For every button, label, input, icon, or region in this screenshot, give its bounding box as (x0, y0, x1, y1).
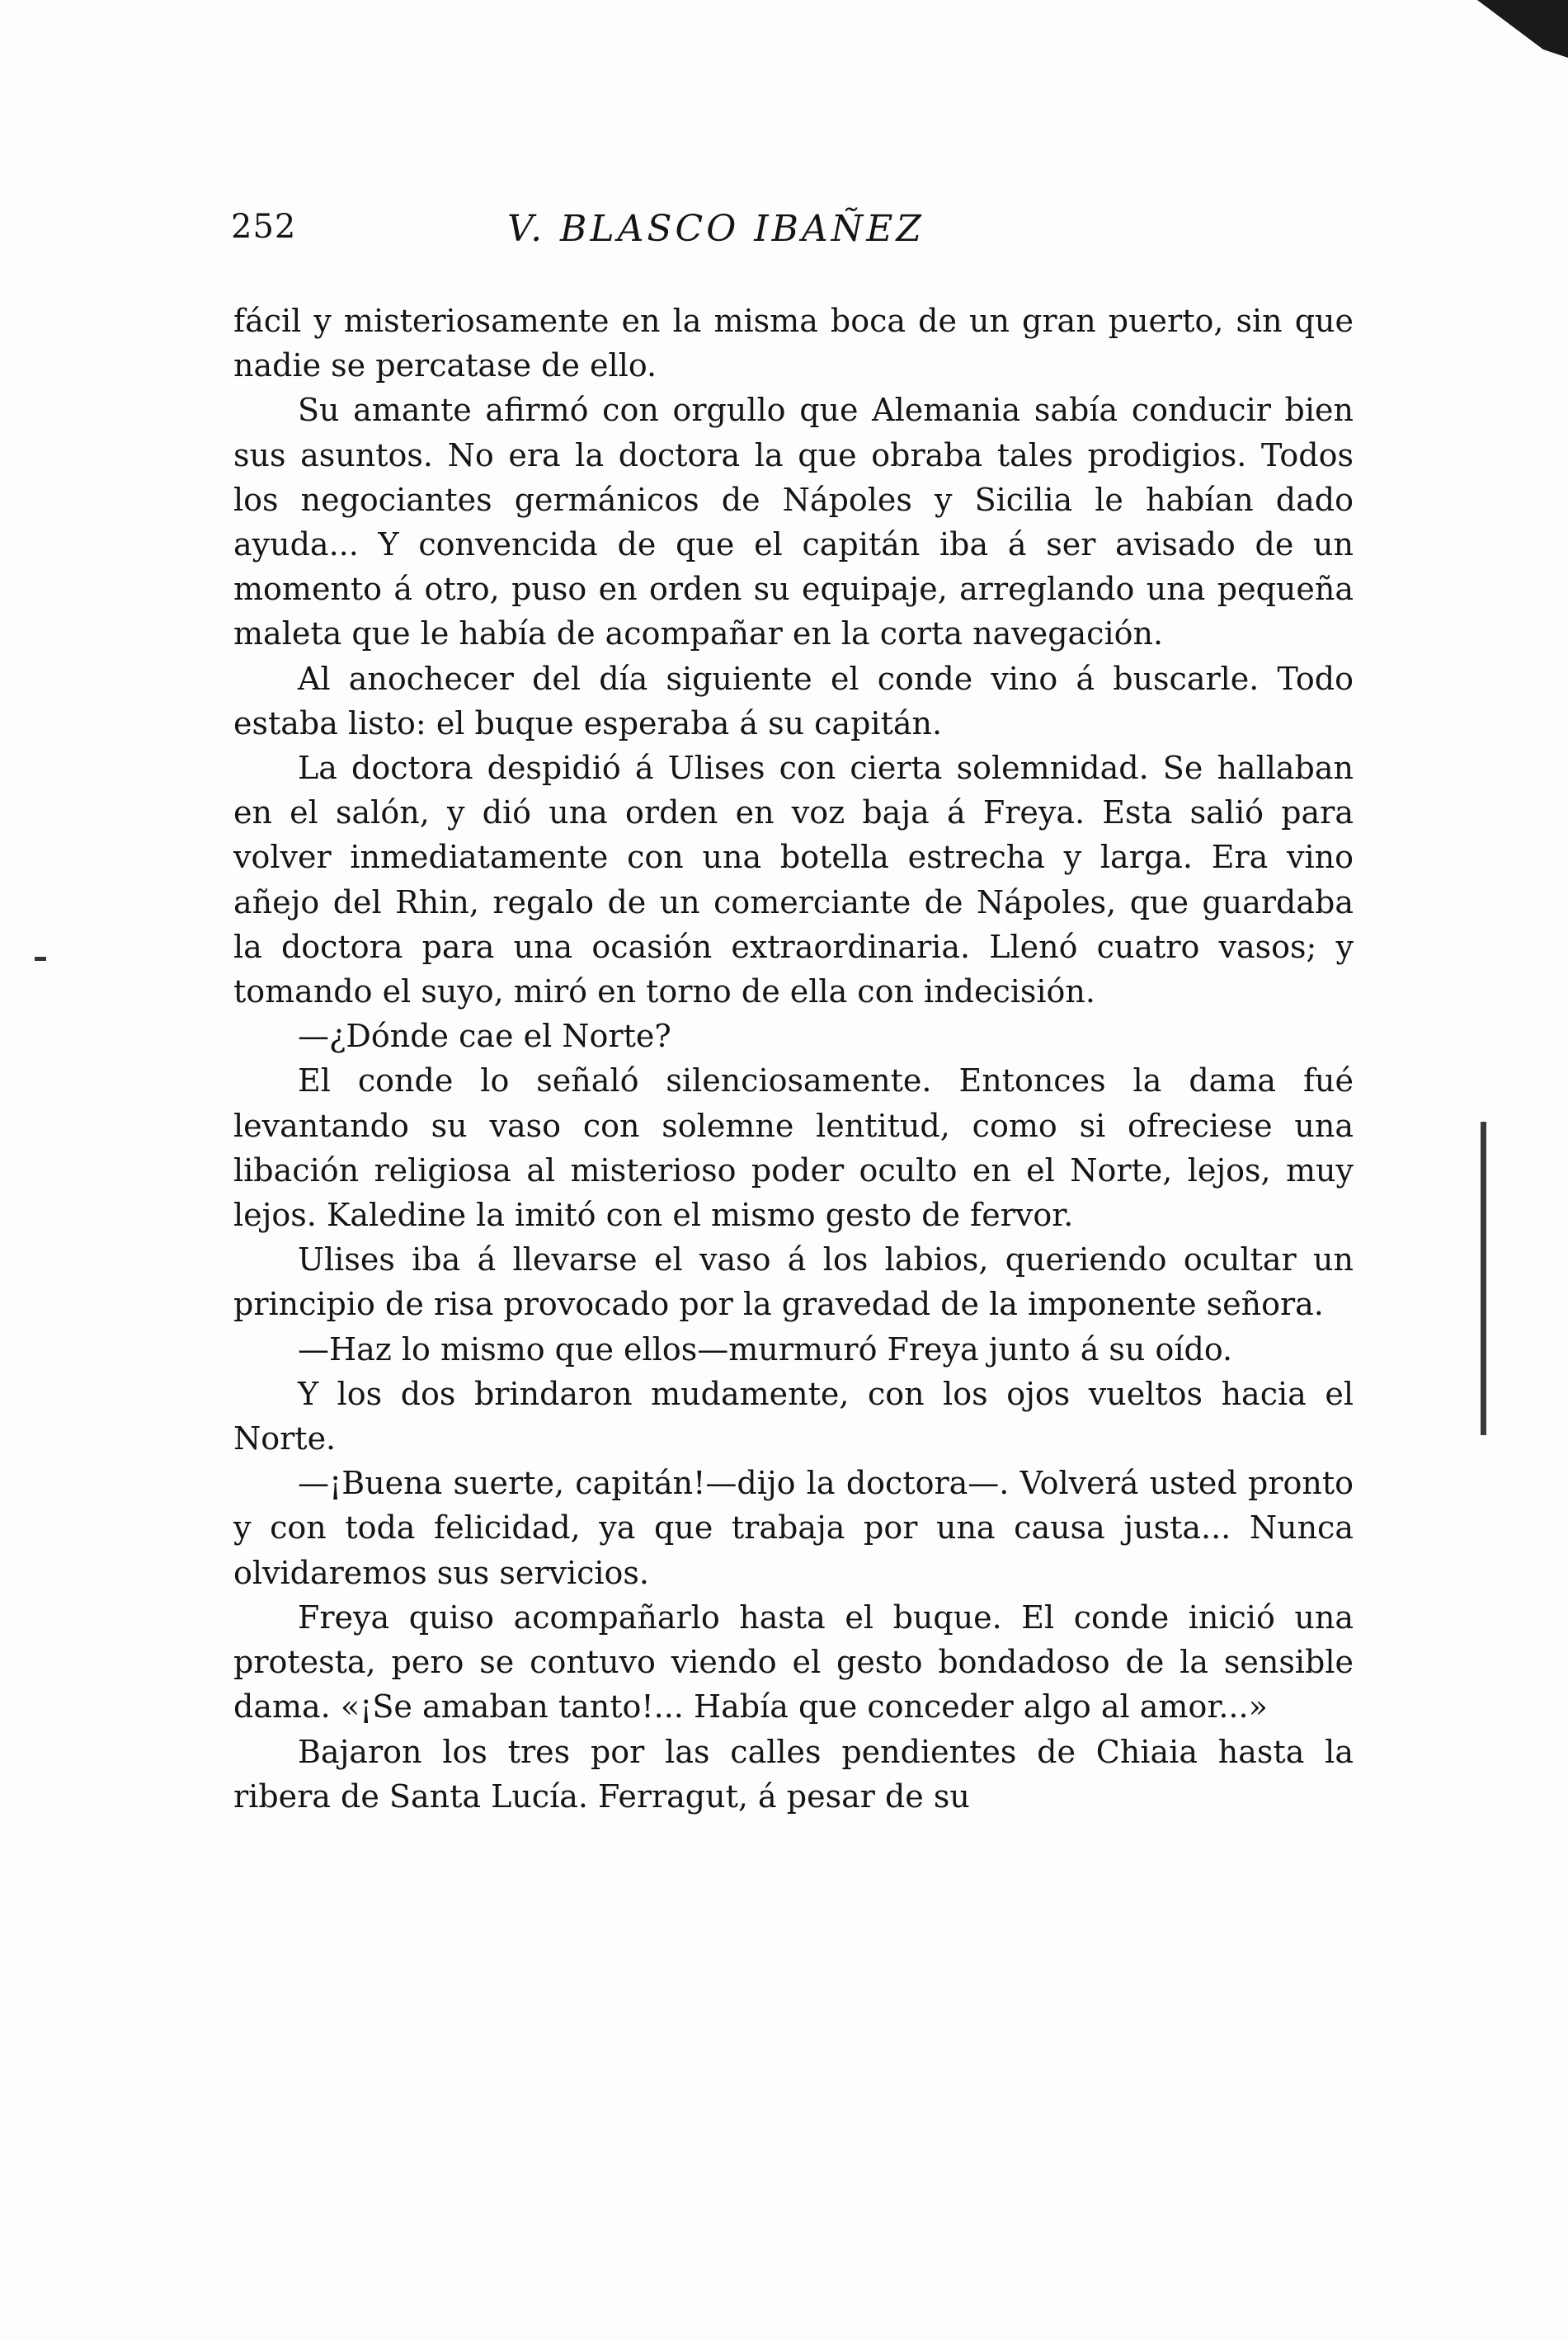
running-title: V. BLASCO IBAÑEZ (507, 208, 925, 250)
paragraph: Al anochecer del día siguiente el conde vino á buscarle. Todo estaba listo: el buque esperaba á su capitán. (233, 660, 1354, 742)
page-corner-mark (1453, 0, 1568, 58)
paragraph: —¡Buena suerte, capitán!—dijo la doctora—. Volverá usted pronto y con toda felicidad, ya que trabaja por una causa justa... Nunca olvidaremos sus servicios. (233, 1465, 1354, 1591)
margin-mark (35, 957, 46, 961)
page-header (231, 208, 1353, 266)
paragraph: fácil y misteriosamente en la misma boca de un gran puerto, sin que nadie se percatase de ello. (233, 303, 1354, 384)
paragraph: Y los dos brindaron mudamente, con los ojos vueltos hacia el Norte. (233, 1375, 1354, 1457)
paragraph: Su amante afirmó con orgullo que Alemania sabía conducir bien sus asuntos. No era la doctora la que obraba tales prodigios. Todos los negociantes germánicos de Nápoles y Sicilia le habían dado ayuda... Y convencida de que el capitán iba á ser avisado de un momento á otro, puso en orden su equipaje, arreglando una pequeña maleta que le había de acompañar en la corta navegación. (233, 392, 1354, 652)
paragraph: Freya quiso acompañarlo hasta el buque. El conde inició una protesta, pero se contuvo viendo el gesto bondadoso de la sensible dama. «¡Se amaban tanto!... Había que conceder algo al amor...» (233, 1598, 1354, 1726)
margin-bar (1481, 1122, 1486, 1435)
paragraph: —¿Dónde cae el Norte? (298, 1018, 671, 1055)
page-number: 252 (231, 208, 297, 246)
body-text (233, 299, 1354, 1819)
paragraph: Ulises iba á llevarse el vaso á los labios, queriendo ocultar un principio de risa provocado por la gravedad de la imponente señora. (233, 1241, 1354, 1323)
paragraph: La doctora despidió á Ulises con cierta solemnidad. Se hallaban en el salón, y dió una orden en voz baja á Freya. Esta salió para volver inmediatamente con una botella estrecha y larga. Era vino añejo del Rhin, regalo de un comerciante de Nápoles, que guardaba la doctora para una ocasión extraordinaria. Llenó cuatro vasos; y tomando el suyo, miró en torno de ella con indecisión. (233, 750, 1354, 1010)
paragraph: Bajaron los tres por las calles pendientes de Chiaia hasta la ribera de Santa Lucía. Ferragut, á pesar de su (233, 1733, 1354, 1815)
paragraph: El conde lo señaló silenciosamente. Entonces la dama fué levantando su vaso con solemne lentitud, como si ofreciese una libación religiosa al misterioso poder oculto en el Norte, lejos, muy lejos. Kaledine la imitó con el mismo gesto de fervor. (233, 1062, 1354, 1234)
paragraph: —Haz lo mismo que ellos—murmuró Freya junto á su oído. (298, 1330, 1233, 1368)
